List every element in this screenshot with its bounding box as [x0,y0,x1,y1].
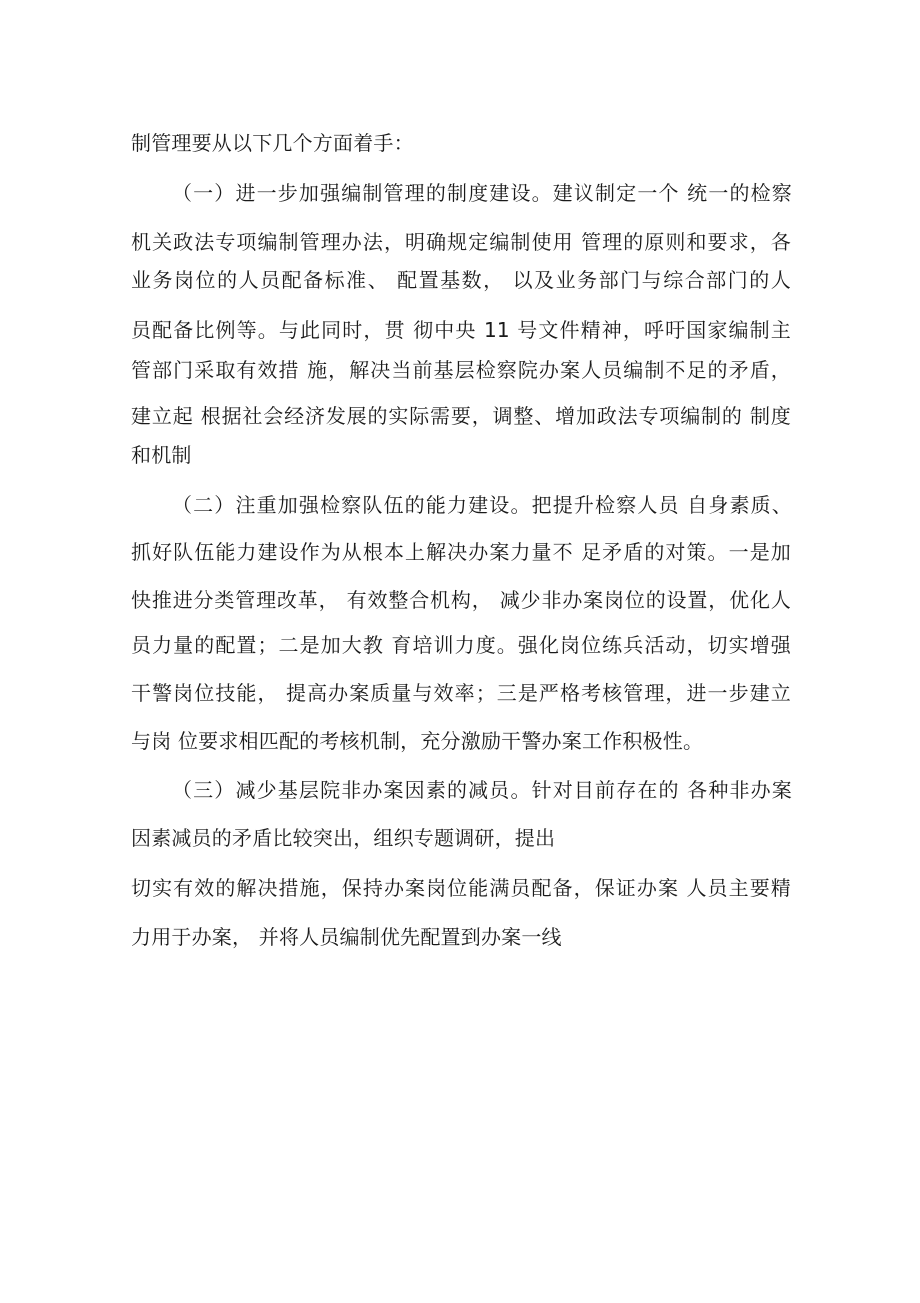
text-line-13: 干警岗位技能， 提高办案质量与效率；三是严格考核管理，进一步建立 [131,681,791,705]
text-line-6: 管部门采取有效措 施，解决当前基层检察院办案人员编制不足的矛盾， [131,358,791,382]
text-line-10: 抓好队伍能力建设作为从根本上解决办案力量不 足矛盾的对策。一是加 [131,540,791,564]
text-line-15: （三）减少基层院非办案因素的减员。针对目前存在的 各种非办案 [172,778,792,802]
text-line-1: 制管理要从以下几个方面着手： [131,131,414,155]
text-line-16: 因素减员的矛盾比较突出，组织专题调研，提出 [131,826,556,850]
text-line-11: 快推进分类管理改革， 有效整合机构， 减少非办案岗位的设置，优化人 [131,588,791,612]
text-line-8: 和机制 [131,443,192,467]
text-line-5: 员配备比例等。与此同时，贯 彻中央 11 号文件精神，呼吁国家编制主 [131,318,791,342]
text-line-3: 机关政法专项编制管理办法，明确规定编制使用 管理的原则和要求，各 [131,230,791,254]
text-line-4: 业务岗位的人员配备标准、 配置基数， 以及业务部门与综合部门的人 [131,268,791,292]
text-line-17: 切实有效的解决措施，保持办案岗位能满员配备，保证办案 人员主要精 [131,876,791,900]
text-line-7: 建立起 根据社会经济发展的实际需要，调整、增加政法专项编制的 制度 [131,404,791,428]
text-line-14: 与岗 位要求相匹配的考核机制，充分激励干警办案工作积极性。 [131,729,704,753]
text-line-9: （二）注重加强检察队伍的能力建设。把提升检察人员 自身素质、 [172,493,792,517]
text-line-18: 力用于办案， 并将人员编制优先配置到办案一线 [131,925,562,949]
text-line-12: 员力量的配置；二是加大教 育培训力度。强化岗位练兵活动，切实增强 [131,633,791,657]
text-line-2: （一）进一步加强编制管理的制度建设。建议制定一个 统一的检察 [172,181,792,205]
